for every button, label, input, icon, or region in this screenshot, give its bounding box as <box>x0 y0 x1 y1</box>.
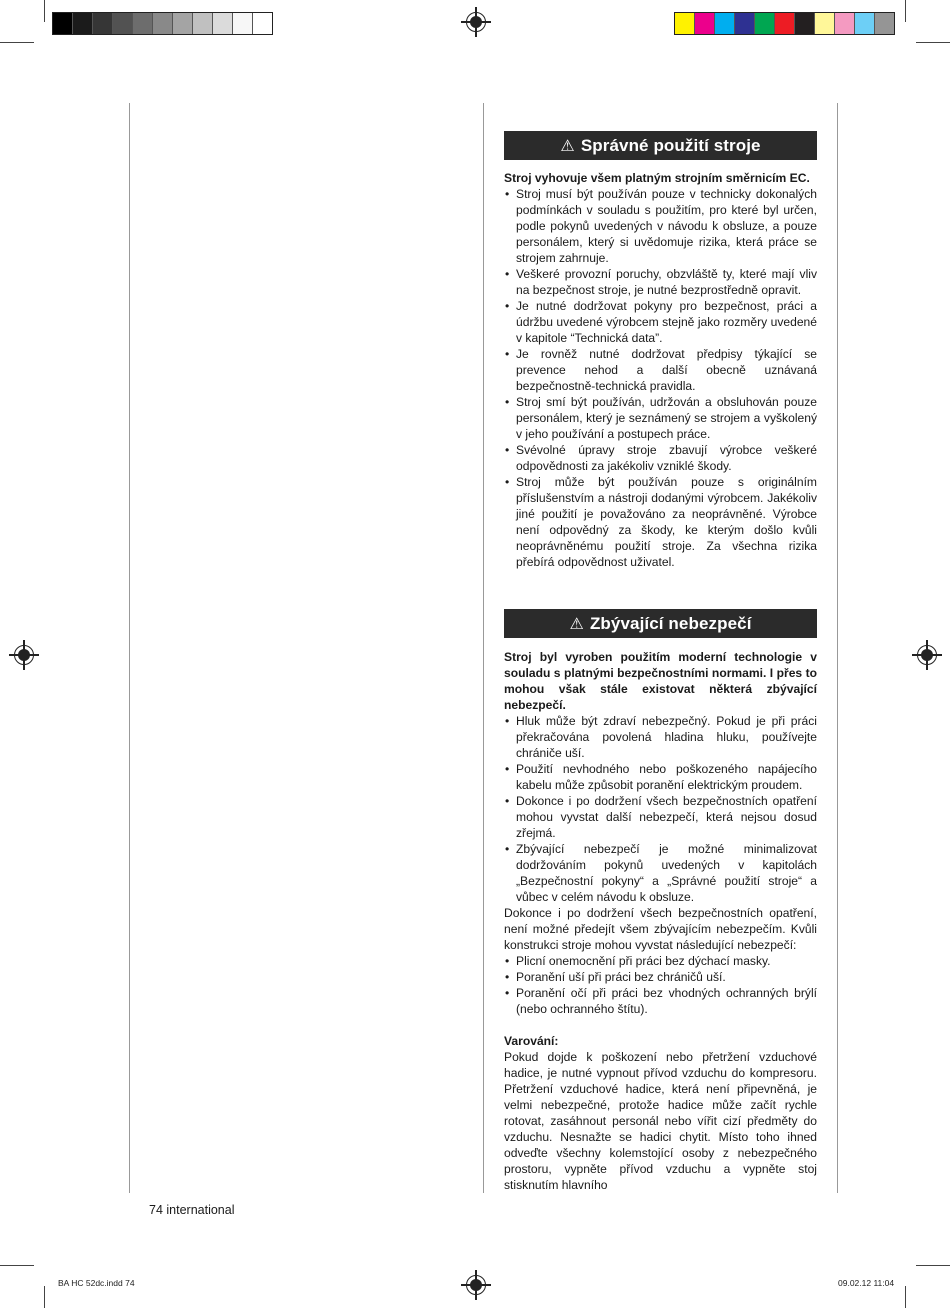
color-swatch <box>795 13 815 34</box>
list-item: • Hluk může být zdraví nebezpečný. Pokud je při práci překračována povolená hladina hluku, používejte chrániče uší. <box>504 713 817 761</box>
color-swatch <box>113 13 133 34</box>
list-item: • Poranění uší při práci bez chráničů uší. <box>504 969 817 985</box>
body-paragraph: Dokonce i po dodržení všech bezpečnostních opatření, není možné předejít všem zbývajícím nebezpečím. Kvůli konstrukci stroje mohou vyvstat následující nebezpečí: <box>504 906 817 952</box>
warning-triangle-icon: ⚠ <box>560 137 575 155</box>
crop-mark <box>905 0 906 22</box>
list-item: • Poranění očí při práci bez vhodných ochranných brýlí (nebo ochranného štítu). <box>504 985 817 1017</box>
page-number: 74 international <box>149 1203 235 1217</box>
warning-triangle-icon: ⚠ <box>569 615 584 633</box>
margin-guide-left <box>129 103 130 1193</box>
section-body-correct-use <box>504 170 817 570</box>
registration-mark-top <box>466 12 486 32</box>
color-swatch <box>53 13 73 34</box>
color-swatch <box>173 13 193 34</box>
color-swatch <box>815 13 835 34</box>
warning-subheading: Varování: <box>504 1034 559 1048</box>
list-item: • Je nutné dodržovat pokyny pro bezpečnost, práci a údržbu uvedené výrobcem stejně jako rozměry uvedené v kapitole “Technická data”. <box>504 298 817 346</box>
section-lead: Stroj vyhovuje všem platným strojním směrnicím EC. <box>504 171 810 185</box>
warning-paragraph: Pokud dojde k poškození nebo přetržení vzduchové hadice, je nutné vypnout přívod vzduchu do kompresoru. Přetržení vzduchové hadice, která není připevněná, je velmi nebezpečné, protože hadice může začít rychle rotovat, zasáhnout personál nebo vířit cizí předměty do vzduchu. Nesnažte se hadici chytit. Místo toho ihned odveďte všechny kolemstojící osoby z nebezpečného prostoru, vypněte přívod vzduchu a vypněte stoj stisknutím hlavního <box>504 1050 817 1192</box>
crop-mark <box>916 42 950 43</box>
color-swatch <box>193 13 213 34</box>
slug-filename: BA HC 52dc.indd 74 <box>58 1278 135 1288</box>
color-swatch <box>133 13 153 34</box>
margin-guide-right <box>837 103 838 1193</box>
color-swatch <box>695 13 715 34</box>
color-swatch <box>875 13 894 34</box>
list-item: • Použití nevhodného nebo poškozeného napájecího kabelu může způsobit poranění elektrickým proudem. <box>504 761 817 793</box>
color-swatch <box>253 13 272 34</box>
color-swatch <box>735 13 755 34</box>
margin-guide-center <box>483 103 484 1193</box>
color-swatch <box>755 13 775 34</box>
color-swatch <box>153 13 173 34</box>
color-swatch <box>213 13 233 34</box>
list-item: • Plicní onemocnění při práci bez dýchací masky. <box>504 953 817 969</box>
crop-mark <box>44 0 45 22</box>
section-body-residual-hazards <box>504 649 817 1193</box>
section-title: Správné použití stroje <box>580 135 761 155</box>
color-swatch <box>675 13 695 34</box>
list-item: • Je rovněž nutné dodržovat předpisy týkající se prevence nehod a další obecně uznávaná bezpečnostně-technická pravidla. <box>504 346 817 394</box>
color-swatch <box>835 13 855 34</box>
slug-timestamp: 09.02.12 11:04 <box>838 1278 895 1288</box>
grayscale-bar <box>52 12 273 35</box>
color-bar <box>674 12 895 35</box>
color-swatch <box>775 13 795 34</box>
section-heading-residual-hazards <box>504 609 817 638</box>
bullet-list <box>504 186 817 570</box>
color-swatch <box>715 13 735 34</box>
section-title: Zbývající nebezpečí <box>589 613 752 633</box>
list-item: • Veškeré provozní poruchy, obzvláště ty, které mají vliv na bezpečnost stroje, je nutné bezprostředně opravit. <box>504 266 817 298</box>
color-swatch <box>93 13 113 34</box>
crop-mark <box>0 42 34 43</box>
section-heading-correct-use <box>504 131 817 160</box>
color-swatch <box>73 13 93 34</box>
registration-mark-right <box>917 645 937 665</box>
registration-mark-bottom <box>466 1275 486 1295</box>
list-item: • Stroj může být používán pouze s originálním příslušenstvím a nástroji dodanými výrobcem. Jakékoliv jiné použití je považováno za neoprávněné. Výrobce není odpovědný za škody, ke kterým došlo kvůli neoprávněnému použití stroje. Za všechna rizika přebírá odpovědnost uživatel. <box>504 474 817 570</box>
crop-mark <box>916 1265 950 1266</box>
bullet-list <box>504 713 817 905</box>
list-item: • Svévolné úpravy stroje zbavují výrobce veškeré odpovědnosti za jakékoliv vzniklé škody. <box>504 442 817 474</box>
crop-mark <box>0 1265 34 1266</box>
list-item: • Stroj smí být používán, udržován a obsluhován pouze personálem, který je seznámený se strojem a vyškolený v jeho používání a postupech práce. <box>504 394 817 442</box>
list-item: • Dokonce i po dodržení všech bezpečnostních opatření mohou vyvstat další nebezpečí, která nejsou dosud zřejmá. <box>504 793 817 841</box>
color-swatch <box>233 13 253 34</box>
color-swatch <box>855 13 875 34</box>
crop-mark <box>905 1286 906 1308</box>
crop-mark <box>44 1286 45 1308</box>
list-item: • Stroj musí být používán pouze v technicky dokonalých podmínkách v souladu s použitím, pro které byl určen, podle pokynů uvedených v návodu k obsluze, a pouze personálem, který si uvědomuje rizika, která práce se strojem zahrnuje. <box>504 186 817 266</box>
section-lead: Stroj byl vyroben použitím moderní technologie v souladu s platnými bezpečnostními normami. I přes to mohou však stále existovat některá zbývající nebezpečí. <box>504 650 817 712</box>
registration-mark-left <box>14 645 34 665</box>
bullet-list <box>504 953 817 1017</box>
list-item: • Zbývající nebezpečí je možné minimalizovat dodržováním pokynů uvedených v kapitolách „Bezpečnostní pokyny“ a „Správné použití stroje“ a vůbec v celém návodu k obsluze. <box>504 841 817 905</box>
